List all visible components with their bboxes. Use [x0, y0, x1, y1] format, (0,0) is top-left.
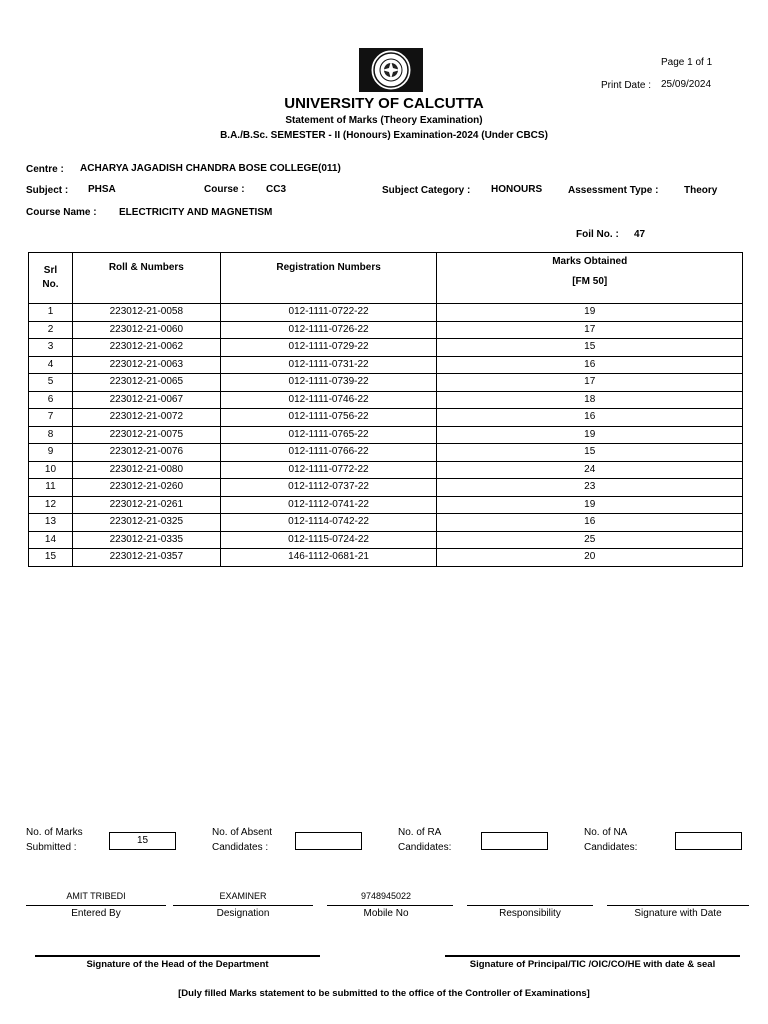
- marks-cell: 15: [437, 444, 743, 462]
- mobile-line: [327, 905, 453, 906]
- table-row: [29, 339, 743, 357]
- registration-cell: 012-1111-0765-22: [220, 426, 437, 444]
- marks-cell: 19: [437, 426, 743, 444]
- designation-line: [173, 905, 313, 906]
- designation-label: Designation: [216, 908, 270, 919]
- course-name-label: Course Name :: [26, 207, 97, 218]
- srl-cell: 7: [29, 409, 73, 427]
- roll-cell: 223012-21-0357: [72, 549, 220, 567]
- registration-cell: 012-1114-0742-22: [220, 514, 437, 532]
- marks-header-line2: [FM 50]: [572, 276, 608, 287]
- registration-cell: 012-1111-0726-22: [220, 321, 437, 339]
- srl-cell: 6: [29, 391, 73, 409]
- na-label-2: Candidates:: [584, 842, 638, 853]
- print-date: 25/09/2024: [661, 79, 712, 90]
- table-row: [29, 461, 743, 479]
- srl-cell: 9: [29, 444, 73, 462]
- registration-cell: 012-1112-0741-22: [220, 496, 437, 514]
- table-row: [29, 444, 743, 462]
- centre-value: ACHARYA JAGADISH CHANDRA BOSE COLLEGE(011): [80, 163, 341, 174]
- srl-header-line1: Srl: [43, 265, 58, 276]
- srl-cell: 13: [29, 514, 73, 532]
- roll-cell: 223012-21-0062: [72, 339, 220, 357]
- table-row: [29, 496, 743, 514]
- registration-cell: 012-1111-0729-22: [220, 339, 437, 357]
- marks-cell: 17: [437, 321, 743, 339]
- statement-title: Statement of Marks (Theory Examination): [285, 115, 483, 126]
- marks-cell: 25: [437, 531, 743, 549]
- table-row: [29, 426, 743, 444]
- entered-by-label: Entered By: [71, 908, 121, 919]
- registration-cell: 012-1111-0756-22: [220, 409, 437, 427]
- marks-cell: 16: [437, 514, 743, 532]
- subject-value: PHSA: [88, 184, 116, 195]
- table-row: [29, 304, 743, 322]
- assessment-type-value: Theory: [684, 185, 718, 196]
- na-box[interactable]: [675, 832, 742, 850]
- na-label-1: No. of NA: [584, 827, 628, 838]
- srl-cell: 10: [29, 461, 73, 479]
- srl-cell: 12: [29, 496, 73, 514]
- hod-signature-line: [35, 955, 320, 957]
- registration-header: Registration Numbers: [220, 253, 437, 304]
- roll-cell: 223012-21-0072: [72, 409, 220, 427]
- responsibility-label: Responsibility: [499, 908, 561, 919]
- course-name-value: ELECTRICITY AND MAGNETISM: [119, 207, 273, 218]
- exam-title: B.A./B.Sc. SEMESTER - II (Honours) Examination-2024 (Under CBCS): [220, 130, 548, 141]
- srl-cell: 3: [29, 339, 73, 357]
- signature-date-line: [607, 905, 749, 906]
- roll-header: Roll & Numbers: [72, 253, 220, 304]
- university-seal-logo: [359, 48, 423, 92]
- roll-cell: 223012-21-0261: [72, 496, 220, 514]
- registration-cell: 012-1112-0737-22: [220, 479, 437, 497]
- marks-cell: 15: [437, 339, 743, 357]
- roll-cell: 223012-21-0063: [72, 356, 220, 374]
- table-row: [29, 321, 743, 339]
- roll-cell: 223012-21-0075: [72, 426, 220, 444]
- registration-cell: 146-1112-0681-21: [220, 549, 437, 567]
- centre-label: Centre :: [26, 164, 64, 175]
- university-title: UNIVERSITY OF CALCUTTA: [284, 95, 484, 112]
- marks-cell: 19: [437, 496, 743, 514]
- print-date-label: Print Date :: [601, 80, 652, 91]
- marks-submitted-label-1: No. of Marks: [26, 827, 83, 838]
- foil-value: 47: [634, 229, 646, 240]
- page-number: Page 1 of 1: [661, 57, 713, 68]
- roll-cell: 223012-21-0080: [72, 461, 220, 479]
- assessment-type-label: Assessment Type :: [568, 185, 659, 196]
- responsibility-line: [467, 905, 593, 906]
- marks-cell: 18: [437, 391, 743, 409]
- srl-cell: 4: [29, 356, 73, 374]
- seal-icon: [367, 49, 415, 91]
- marks-header: [437, 253, 743, 304]
- ra-label-1: No. of RA: [398, 827, 442, 838]
- roll-cell: 223012-21-0058: [72, 304, 220, 322]
- marks-cell: 20: [437, 549, 743, 567]
- table-row: [29, 479, 743, 497]
- srl-cell: 11: [29, 479, 73, 497]
- srl-cell: 14: [29, 531, 73, 549]
- marks-cell: 23: [437, 479, 743, 497]
- marks-submitted-box[interactable]: 15: [109, 832, 176, 850]
- marks-table: [28, 252, 743, 567]
- entered-by-value: AMIT TRIBEDI: [66, 891, 126, 901]
- marks-submitted-label-2: Submitted :: [26, 842, 77, 853]
- table-row: [29, 374, 743, 392]
- registration-cell: 012-1111-0739-22: [220, 374, 437, 392]
- table-row: [29, 356, 743, 374]
- roll-cell: 223012-21-0065: [72, 374, 220, 392]
- roll-cell: 223012-21-0260: [72, 479, 220, 497]
- signature-date-label: Signature with Date: [634, 908, 722, 919]
- hod-signature-label: Signature of the Head of the Department: [86, 959, 269, 970]
- subject-category-value: HONOURS: [491, 184, 543, 195]
- course-value: CC3: [266, 184, 287, 195]
- table-row: [29, 514, 743, 532]
- entered-by-line: [26, 905, 166, 906]
- mobile-label: Mobile No: [363, 908, 409, 919]
- registration-cell: 012-1115-0724-22: [220, 531, 437, 549]
- principal-signature-line: [445, 955, 740, 957]
- roll-cell: 223012-21-0335: [72, 531, 220, 549]
- roll-cell: 223012-21-0325: [72, 514, 220, 532]
- marks-cell: 24: [437, 461, 743, 479]
- subject-category-label: Subject Category :: [382, 185, 471, 196]
- roll-cell: 223012-21-0060: [72, 321, 220, 339]
- srl-cell: 1: [29, 304, 73, 322]
- marks-cell: 19: [437, 304, 743, 322]
- course-label: Course :: [204, 184, 245, 195]
- registration-cell: 012-1111-0772-22: [220, 461, 437, 479]
- designation-value: EXAMINER: [219, 891, 267, 901]
- absent-box[interactable]: [295, 832, 362, 850]
- roll-cell: 223012-21-0076: [72, 444, 220, 462]
- submission-note: [Duly filled Marks statement to be submitted to the office of the Controller of Examinations]: [178, 988, 590, 999]
- srl-cell: 15: [29, 549, 73, 567]
- registration-cell: 012-1111-0722-22: [220, 304, 437, 322]
- table-header-row: [29, 253, 743, 304]
- srl-cell: 8: [29, 426, 73, 444]
- absent-label-2: Candidates :: [212, 842, 269, 853]
- srl-header: [29, 253, 73, 304]
- srl-header-line2: No.: [42, 279, 59, 290]
- roll-cell: 223012-21-0067: [72, 391, 220, 409]
- registration-cell: 012-1111-0766-22: [220, 444, 437, 462]
- absent-label-1: No. of Absent: [212, 827, 273, 838]
- ra-label-2: Candidates:: [398, 842, 452, 853]
- principal-signature-label: Signature of Principal/TIC /OIC/CO/HE with date & seal: [469, 959, 716, 970]
- registration-cell: 012-1111-0731-22: [220, 356, 437, 374]
- marks-header-line1: Marks Obtained: [552, 256, 628, 267]
- marks-cell: 16: [437, 409, 743, 427]
- table-row: [29, 409, 743, 427]
- mobile-value: 9748945022: [360, 891, 412, 901]
- table-row: [29, 531, 743, 549]
- marks-cell: 16: [437, 356, 743, 374]
- srl-cell: 2: [29, 321, 73, 339]
- foil-label: Foil No. :: [576, 229, 619, 240]
- table-row: [29, 391, 743, 409]
- srl-cell: 5: [29, 374, 73, 392]
- table-row: [29, 549, 743, 567]
- marks-cell: 17: [437, 374, 743, 392]
- registration-cell: 012-1111-0746-22: [220, 391, 437, 409]
- subject-label: Subject :: [26, 185, 69, 196]
- ra-box[interactable]: [481, 832, 548, 850]
